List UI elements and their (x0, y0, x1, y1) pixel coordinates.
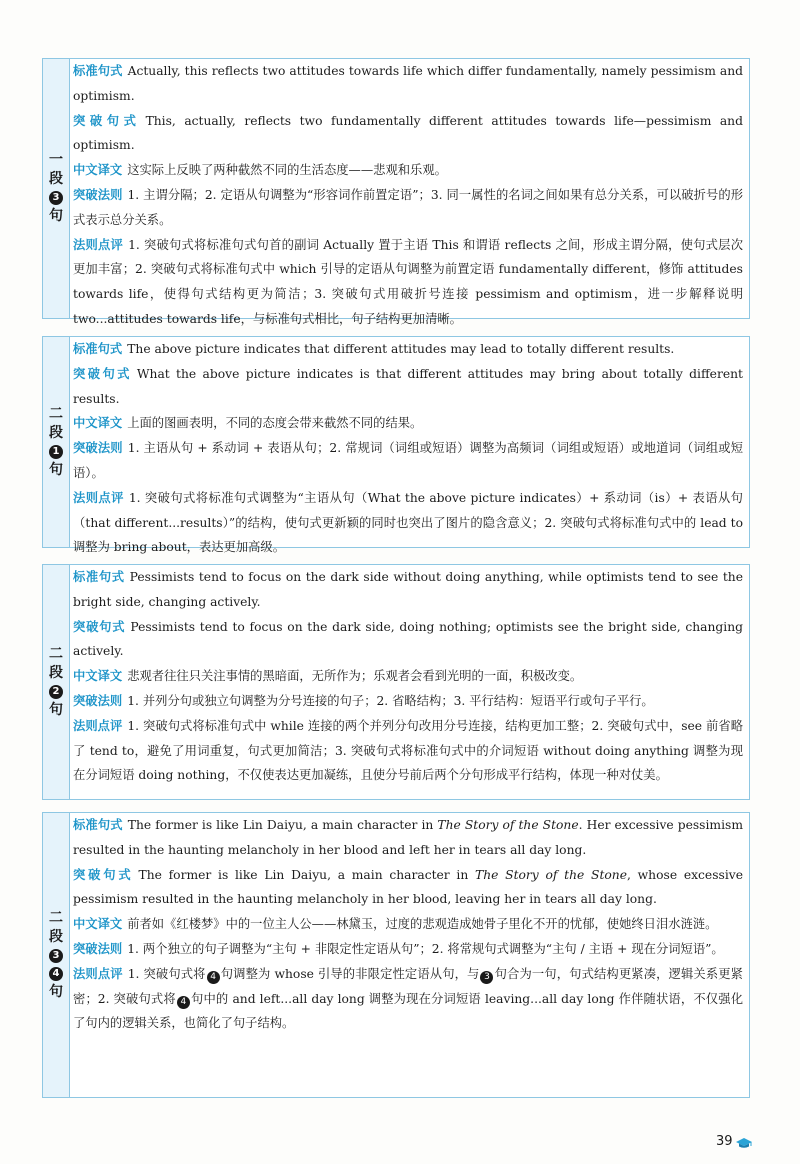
section-4 (42, 812, 750, 1098)
section-3-content (73, 565, 743, 788)
circled-number: 3 (49, 191, 63, 205)
rule-comment: 法则点评 1. 突破句式将标准句式调整为“主语从句（What the above picture indicates）+ 系动词（is）+ 表语从句（that different...results）”的结构，使句式更新颖的同时也突出了图片的隐含意义；2. 突破句式将标准句式中的 lead to 调整为 bring about，表达更加高级。 (73, 490, 743, 555)
section-2 (42, 336, 750, 555)
chinese-translation: 中文译文 上面的图画表明，不同的态度会带来截然不同的结果。 (73, 416, 423, 431)
section-1-label: 一 段 3 句 (43, 59, 70, 318)
circled-number: 4 (177, 996, 190, 1009)
breakthrough-rule: 突破法则 1. 并列分句或独立句调整为分号连接的句子；2. 省略结构；3. 平行结构：短语平行或句子平行。 (73, 693, 654, 708)
circled-number: 1 (49, 445, 63, 459)
chinese-translation: 中文译文 前者如《红楼梦》中的一位主人公——林黛玉，过度的悲观造成她骨子里化不开的忧郁，使她终日泪水涟涟。 (73, 917, 718, 932)
standard-sentence: 标准句式 The above picture indicates that different attitudes may lead to totally different results. (73, 342, 675, 356)
section-1-content (73, 59, 743, 332)
circled-number: 3 (49, 949, 63, 963)
circled-number: 4 (207, 971, 220, 984)
breakthrough-sentence: 突破句式 What the above picture indicates is that different attitudes may bring about totally different results. (73, 366, 743, 406)
standard-sentence: 标准句式 The former is like Lin Daiyu, a main character in The Story of the Stone. Her excessive pessimism resulted in the haunting melancholy in her blood and left her in tears all day long. (73, 818, 743, 857)
section-2-label: 二 段 1 句 (43, 337, 70, 547)
section-3 (42, 564, 750, 800)
breakthrough-sentence: 突破句式 The former is like Lin Daiyu, a main character in The Story of the Stone, whose excessive pessimism resulted in the haunting melancholy in her blood, leaving her in tears all day long. (73, 867, 743, 907)
breakthrough-sentence: 突破句式 This, actually, reflects two fundamentally different attitudes towards life—pessimism and optimism. (73, 113, 743, 153)
section-4-content (73, 813, 743, 1036)
circled-number: 3 (480, 971, 493, 984)
chinese-translation: 中文译文 这实际上反映了两种截然不同的生活态度——悲观和乐观。 (73, 163, 447, 178)
rule-comment: 法则点评 1. 突破句式将标准句式中 while 连接的两个并列分句改用分号连接，结构更加工整；2. 突破句式中，see 前省略了 tend to，避免了用词重复，句式更加简洁；3. 突破句式将标准句式中的介词短语 without doing anything 调整为现在分词短语 doing nothing，不仅使表达更加凝练，且使分号前后两个分句形成平行结构，体现一种对仗美。 (73, 718, 743, 783)
breakthrough-rule: 突破法则 1. 两个独立的句子调整为“主句 + 非限定性定语从句”；2. 将常规句式调整为“主句 / 主语 + 现在分词短语”。 (73, 941, 724, 956)
standard-sentence: 标准句式 Pessimists tend to focus on the dark side without doing anything, while optimists tend to see the bright side, changing actively. (73, 570, 743, 609)
section-3-label: 二 段 2 句 (43, 565, 70, 799)
graduation-cap-icon (736, 1138, 752, 1149)
book-title: The Story of the Stone (437, 818, 579, 832)
page-number: 39 (716, 1134, 733, 1149)
circled-number: 4 (49, 967, 63, 981)
standard-sentence: 标准句式 Actually, this reflects two attitudes towards life which differ fundamentally, namely pessimism and optimism. (73, 64, 743, 103)
chinese-translation: 中文译文 悲观者往往只关注事情的黑暗面，无所作为；乐观者会看到光明的一面，积极改变。 (73, 669, 583, 684)
circled-number: 2 (49, 685, 63, 699)
rule-comment: 法则点评 1. 突破句式将标准句式句首的副词 Actually 置于主语 This 和谓语 reflects 之间，形成主谓分隔，使句式层次更加丰富；2. 突破句式将标准句式中 which 引导的定语从句调整为前置定语 fundamentally different，修饰 attitudes towards life，使得句式结构更为简洁；3. 突破句式用破折号连接 pessimism and optimism，进一步解释说明 two...attitudes towards life，与标准句式相比，句子结构更加清晰。 (73, 237, 743, 326)
book-title: The Story of the Stone (475, 867, 628, 882)
breakthrough-sentence: 突破句式 Pessimists tend to focus on the dark side, doing nothing; optimists see the bright side, changing actively. (73, 619, 743, 659)
breakthrough-rule: 突破法则 1. 主谓分隔；2. 定语从句调整为“形容词作前置定语”；3. 同一属性的名词之间如果有总分关系，可以破折号的形式表示总分关系。 (73, 187, 743, 227)
breakthrough-rule: 突破法则 1. 主语从句 + 系动词 + 表语从句；2. 常规词（词组或短语）调整为高频词（词组或短语）或地道词（词组或短语）。 (73, 441, 743, 480)
section-1 (42, 58, 750, 326)
section-4-label: 二 段 3 4 句 (43, 813, 70, 1097)
rule-comment: 法则点评 1. 突破句式将 4 句调整为 whose 引导的非限定性定语从句，与 3 句合为一句，句式结构更紧凑，逻辑关系更紧密；2. 突破句式将 4 句中的 and left...all day long 调整为现在分词短语 leaving...all day long 作伴随状语，不仅强化了句内的逻辑关系，也简化了句子结构。 (73, 966, 743, 1031)
section-2-content (73, 337, 743, 560)
